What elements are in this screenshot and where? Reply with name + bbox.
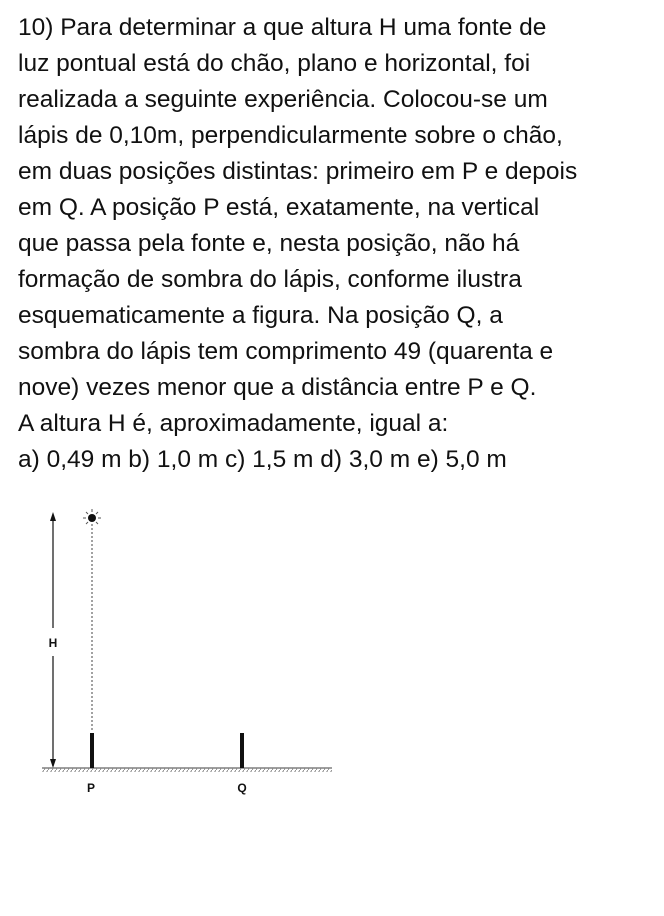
question-line-10: sombra do lápis tem comprimento 49 (quarenta e: [18, 338, 554, 365]
question-line-6: em Q. A posição P está, exatamente, na vertical: [18, 194, 540, 221]
ground: [42, 768, 332, 772]
light-source-icon: [83, 509, 101, 524]
question-line-1: 10) Para determinar a que altura H uma fonte de: [18, 14, 547, 41]
question-line-8: formação de sombra do lápis, conforme ilustra: [18, 266, 522, 293]
question-line-9: esquematicamente a figura. Na posição Q, a: [18, 302, 503, 329]
question-line-2: luz pontual está do chão, plano e horizontal, foi: [18, 50, 531, 77]
question-text: [18, 10, 662, 478]
question-line-5: em duas posições distintas: primeiro em P e depois: [18, 158, 578, 185]
pencil-at-q: [240, 733, 244, 768]
point-q-label: Q: [237, 781, 247, 795]
experiment-figure: [0, 500, 360, 820]
point-p-label: P: [86, 781, 96, 795]
answer-options: a) 0,49 m b) 1,0 m c) 1,5 m d) 3,0 m e) 5,0 m: [18, 446, 507, 473]
question-line-12: A altura H é, aproximadamente, igual a:: [18, 410, 449, 437]
height-label: H: [48, 636, 58, 650]
question-line-7: que passa pela fonte e, nesta posição, não há: [18, 230, 520, 257]
question-line-11: nove) vezes menor que a distância entre P e Q.: [18, 374, 537, 401]
pencil-at-p: [90, 733, 94, 768]
question-line-3: realizada a seguinte experiência. Colocou-se um: [18, 86, 548, 113]
question-line-4: lápis de 0,10m, perpendicularmente sobre o chão,: [18, 122, 563, 149]
